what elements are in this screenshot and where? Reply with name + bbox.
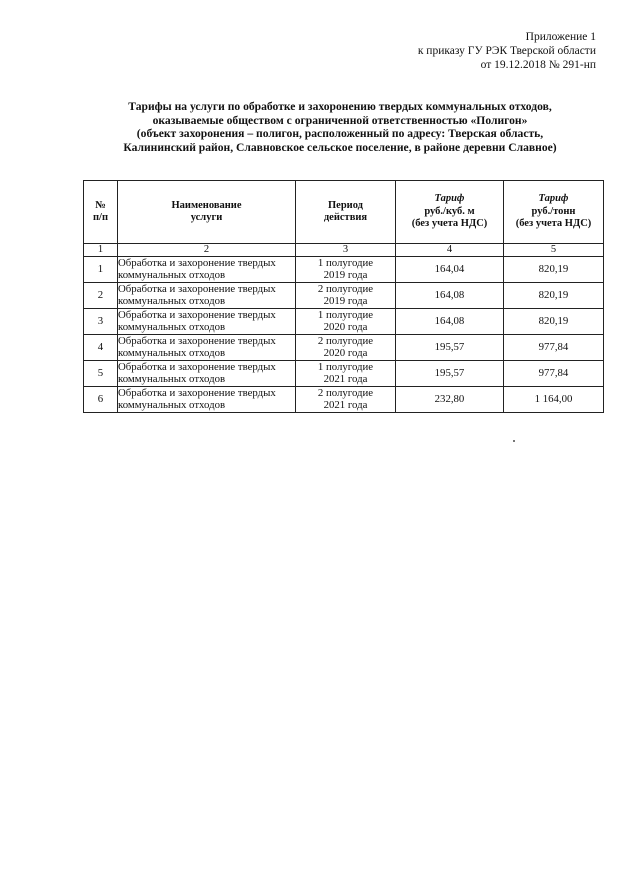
period: 1 полугодие 2020 года — [296, 309, 396, 335]
tariff-table — [83, 180, 604, 413]
column-number: 2 — [118, 244, 296, 257]
appendix-order-date: от 19.12.2018 № 291-нп — [480, 59, 596, 71]
header-tariff-per-m3: Тариф руб./куб. м (без учета НДС) — [396, 181, 504, 244]
tariff-per-ton: 1 164,00 — [504, 387, 604, 413]
scan-speck — [513, 440, 515, 442]
row-number: 2 — [84, 283, 118, 309]
column-number: 5 — [504, 244, 604, 257]
tariff-per-m3: 164,08 — [396, 309, 504, 335]
header-service-name: Наименование услуги — [118, 181, 296, 244]
table-header-row — [84, 181, 604, 244]
document-title — [80, 100, 600, 154]
table-row — [84, 257, 604, 283]
service-name: Обработка и захоронение твердых коммунальных отходов — [118, 387, 296, 413]
row-number: 1 — [84, 257, 118, 283]
tariff-per-ton: 820,19 — [504, 309, 604, 335]
service-name: Обработка и захоронение твердых коммунальных отходов — [118, 361, 296, 387]
tariff-per-m3: 232,80 — [396, 387, 504, 413]
tariff-per-m3: 195,57 — [396, 361, 504, 387]
table-row — [84, 283, 604, 309]
header-tariff-per-ton: Тариф руб./тонн (без учета НДС) — [504, 181, 604, 244]
tariff-per-m3: 164,08 — [396, 283, 504, 309]
appendix-block — [418, 30, 596, 72]
tariff-per-ton: 820,19 — [504, 257, 604, 283]
period: 1 полугодие 2019 года — [296, 257, 396, 283]
table-row — [84, 309, 604, 335]
tariff-per-ton: 977,84 — [504, 361, 604, 387]
appendix-title: Приложение 1 — [525, 31, 596, 43]
column-number: 1 — [84, 244, 118, 257]
title-line: оказываемые обществом с ограниченной ответственностью «Полигон» — [152, 113, 528, 127]
header-period: Период действия — [296, 181, 396, 244]
period: 2 полугодие 2019 года — [296, 283, 396, 309]
column-number-row — [84, 244, 604, 257]
row-number: 6 — [84, 387, 118, 413]
period: 2 полугодие 2021 года — [296, 387, 396, 413]
title-line: Тарифы на услуги по обработке и захоронению твердых коммунальных отходов, — [128, 100, 552, 113]
tariff-per-m3: 195,57 — [396, 335, 504, 361]
appendix-order-ref: к приказу ГУ РЭК Тверской области — [417, 45, 596, 57]
title-line: Калининский район, Славновское сельское поселение, в районе деревни Славное) — [123, 140, 557, 154]
row-number: 4 — [84, 335, 118, 361]
table-row — [84, 335, 604, 361]
period: 1 полугодие 2021 года — [296, 361, 396, 387]
row-number: 3 — [84, 309, 118, 335]
column-number: 3 — [296, 244, 396, 257]
tariff-per-ton: 977,84 — [504, 335, 604, 361]
column-number: 4 — [396, 244, 504, 257]
service-name: Обработка и захоронение твердых коммунальных отходов — [118, 257, 296, 283]
period: 2 полугодие 2020 года — [296, 335, 396, 361]
service-name: Обработка и захоронение твердых коммунальных отходов — [118, 283, 296, 309]
service-name: Обработка и захоронение твердых коммунальных отходов — [118, 335, 296, 361]
row-number: 5 — [84, 361, 118, 387]
table-row — [84, 361, 604, 387]
table-row — [84, 387, 604, 413]
service-name: Обработка и захоронение твердых коммунальных отходов — [118, 309, 296, 335]
title-line: (объект захоронения – полигон, расположенный по адресу: Тверская область, — [136, 127, 544, 140]
header-number: № п/п — [84, 181, 118, 244]
tariff-per-ton: 820,19 — [504, 283, 604, 309]
tariff-per-m3: 164,04 — [396, 257, 504, 283]
